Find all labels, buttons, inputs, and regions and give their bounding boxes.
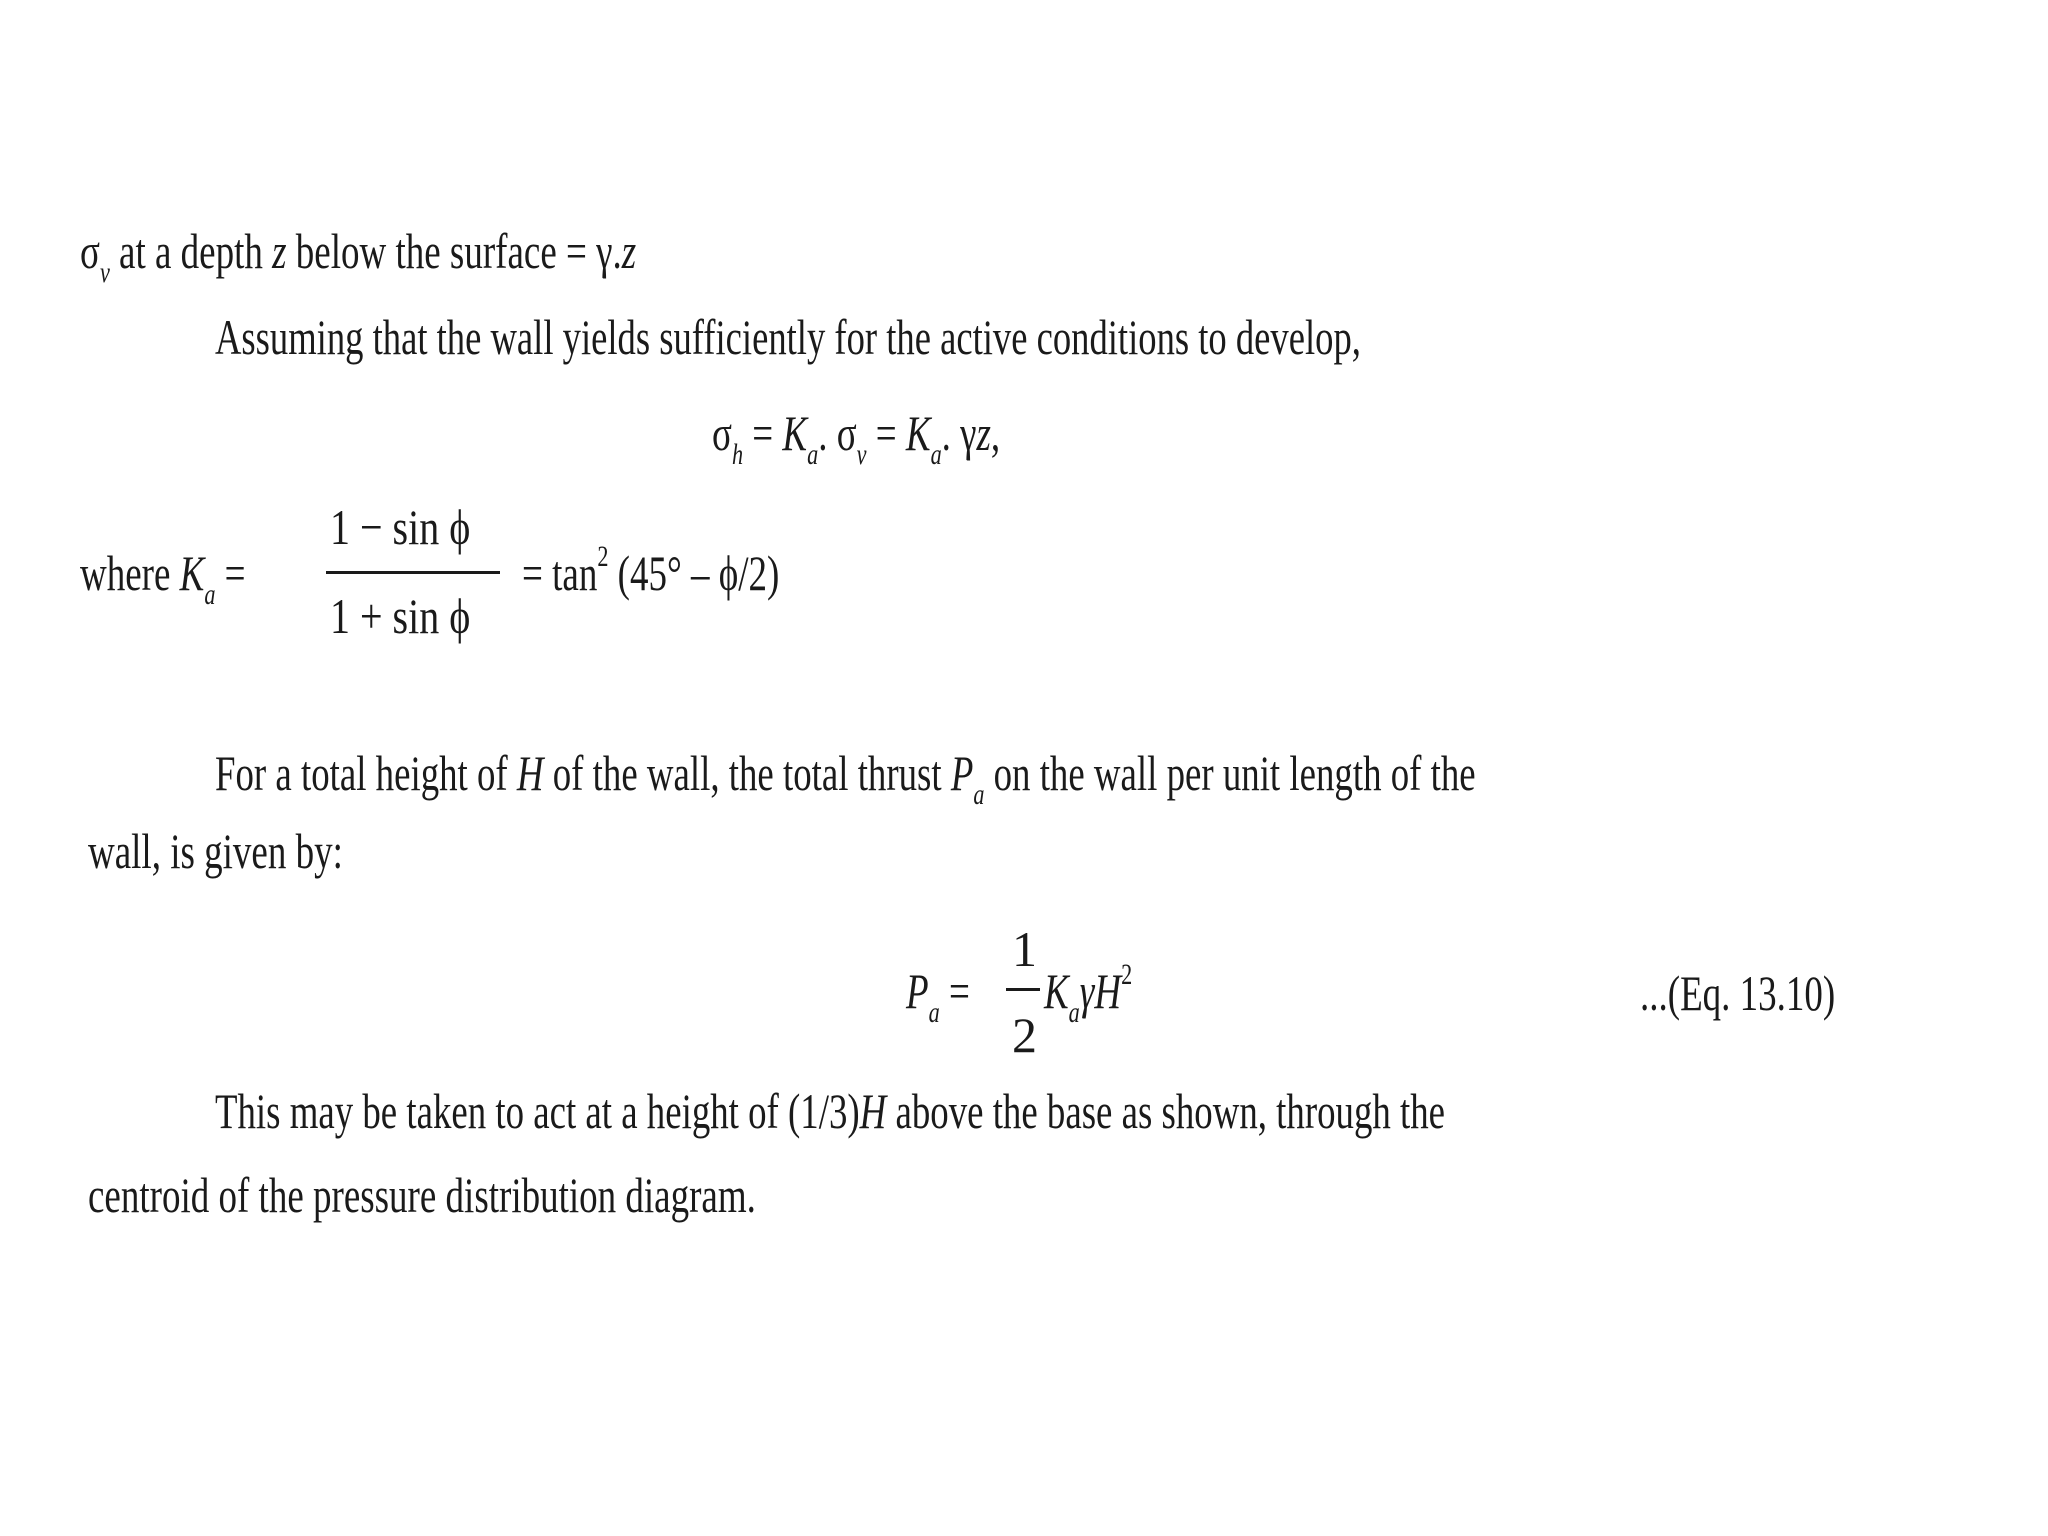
line-sigma-v — [80, 223, 637, 289]
subscript-a: a — [930, 438, 942, 471]
variable-K: K — [782, 405, 808, 461]
paragraph-height-third — [215, 1083, 1446, 1139]
angle-text: (45° – ϕ/2) — [608, 545, 780, 601]
equals-sign: = — [939, 963, 970, 1019]
paragraph-text: of the wall, the total thrust — [543, 745, 951, 801]
superscript-2: 2 — [597, 540, 609, 573]
paragraph-total-height — [215, 745, 1476, 811]
equals-sign: = — [215, 545, 246, 601]
text-segment: . γ — [941, 405, 977, 461]
text-segment: . σ — [818, 405, 857, 461]
subscript-a: a — [973, 778, 985, 811]
variable-P: P — [906, 963, 929, 1019]
paragraph-text: This may be taken to act at a height of (1/3) — [215, 1083, 860, 1139]
paragraph-height-third-line2 — [88, 1167, 756, 1223]
paragraph-text: wall, is given by: — [88, 823, 343, 879]
denominator-text: 1 + sin ϕ — [330, 588, 471, 644]
equation-Ka-rhs — [522, 540, 780, 601]
sigma-symbol: σ — [712, 405, 732, 461]
fraction-numerator — [1012, 921, 1037, 977]
equation-Ka-lhs — [80, 545, 246, 611]
equation-Pa-rhs — [1044, 958, 1133, 1029]
variable-K: K — [1044, 963, 1069, 1019]
fraction-numerator — [330, 499, 471, 555]
fraction-denominator — [1012, 1007, 1037, 1063]
paragraph-text: centroid of the pressure distribution diagram. — [88, 1167, 756, 1223]
paragraph-text: For a total height of — [215, 745, 517, 801]
variable-gamma-H: γH — [1079, 963, 1122, 1019]
variable-z: z — [976, 405, 991, 461]
equals-sign: = — [866, 405, 906, 461]
tan-text: = tan — [522, 545, 598, 601]
paragraph-assuming — [215, 309, 1361, 365]
sigma-symbol: σ — [80, 223, 100, 279]
paragraph-text: above the base as shown, through the — [886, 1083, 1446, 1139]
denominator-text: 2 — [1012, 1007, 1037, 1063]
variable-K: K — [905, 405, 931, 461]
variable-z: z — [272, 223, 287, 279]
fraction-denominator — [330, 588, 471, 644]
subscript-a: a — [204, 578, 216, 611]
fraction-bar — [1006, 988, 1040, 991]
subscript-v: v — [99, 256, 110, 289]
subscript-a: a — [1068, 996, 1080, 1029]
paragraph-text: Assuming that the wall yields sufficiently for the active conditions to develop, — [215, 309, 1361, 365]
comma: , — [990, 405, 1001, 461]
text-segment: at a depth — [109, 223, 273, 279]
equation-sigma-h — [712, 405, 1001, 471]
superscript-2: 2 — [1121, 958, 1133, 991]
variable-H: H — [859, 1083, 887, 1139]
where-label: where — [80, 545, 180, 601]
variable-z: z — [621, 223, 637, 279]
subscript-v: v — [856, 438, 867, 471]
paragraph-text: on the wall per unit length of the — [984, 745, 1476, 801]
variable-K: K — [179, 545, 205, 601]
variable-P: P — [950, 745, 974, 801]
equation-label-text: ...(Eq. 13.10) — [1640, 965, 1836, 1021]
paragraph-total-height-line2 — [88, 823, 343, 879]
subscript-h: h — [731, 438, 744, 471]
subscript-a: a — [807, 438, 819, 471]
subscript-a: a — [928, 996, 940, 1029]
equation-number-label — [1640, 965, 1836, 1021]
equation-Pa-lhs — [906, 963, 970, 1029]
equals-sign: = — [743, 405, 783, 461]
variable-H: H — [516, 745, 544, 801]
numerator-text: 1 − sin ϕ — [330, 499, 471, 555]
numerator-text: 1 — [1012, 921, 1037, 977]
fraction-bar — [326, 571, 500, 574]
text-segment: below the surface = γ. — [286, 223, 622, 279]
